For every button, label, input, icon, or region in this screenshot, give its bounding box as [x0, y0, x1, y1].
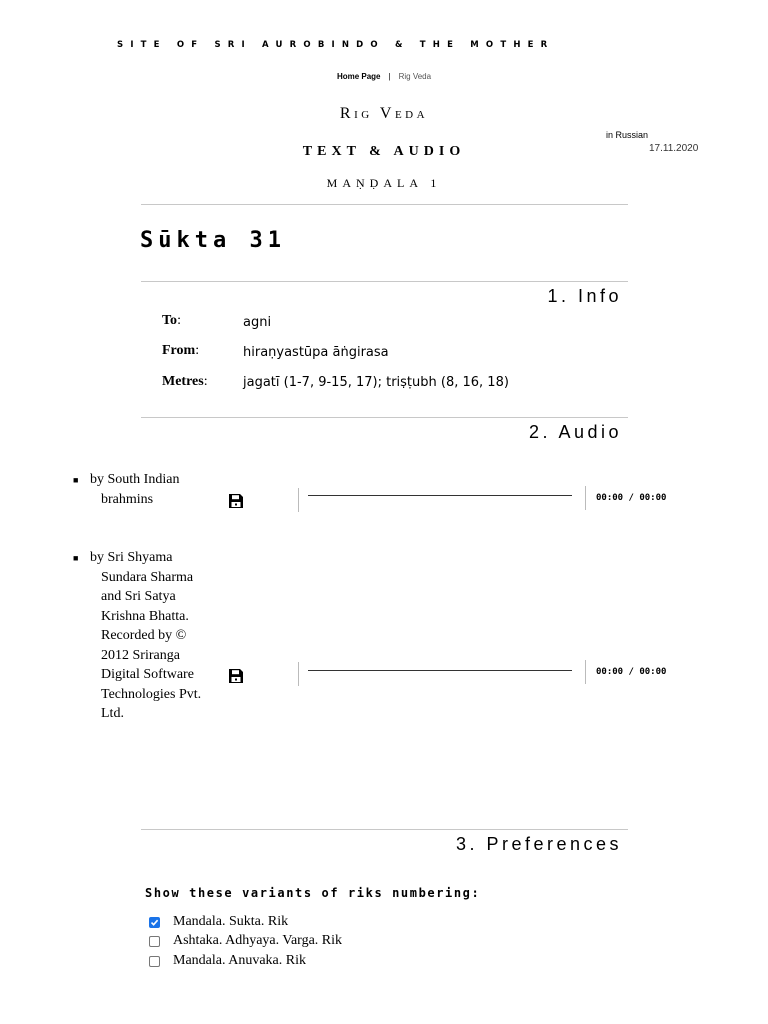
list-bullet: ■ — [73, 475, 79, 485]
numbering-option-label: Mandala. Anuvaka. Rik — [173, 953, 306, 968]
audio-player-divider — [585, 660, 586, 684]
checkbox[interactable] — [149, 956, 160, 967]
breadcrumb — [0, 72, 768, 81]
divider — [141, 417, 628, 418]
audio-player-divider — [298, 662, 299, 686]
page-subtitle: TEXT & AUDIO — [302, 144, 466, 159]
checkbox[interactable] — [149, 917, 160, 928]
numbering-option-label: Ashtaka. Adhyaya. Varga. Rik — [173, 933, 343, 948]
audio-player-divider — [585, 486, 586, 510]
info-section-heading: 1. Info — [547, 286, 622, 306]
checkbox[interactable] — [149, 936, 160, 947]
info-value-from: hiraṇyastūpa āṅgirasa — [243, 345, 389, 360]
info-value-metres: jagatī (1-7, 9-15, 17); triṣṭubh (8, 16, 18) — [243, 375, 509, 390]
info-label-metres: Metres: — [162, 374, 208, 389]
info-label-from: From: — [162, 343, 200, 358]
numbering-option[interactable] — [149, 933, 342, 949]
floppy-disk-icon[interactable] — [228, 668, 244, 684]
audio-progress-track[interactable] — [308, 670, 572, 671]
preferences-section-heading: 3. Preferences — [455, 834, 622, 854]
page-title: Rig Veda — [339, 105, 429, 122]
mandala-heading: MAṆḌALA 1 — [326, 176, 442, 190]
sukta-title: Sūkta 31 — [140, 228, 286, 253]
info-label-to: To: — [162, 313, 181, 328]
info-value-to: agni — [243, 315, 272, 330]
list-bullet: ■ — [73, 553, 79, 563]
breadcrumb-current: Rig Veda — [398, 72, 432, 81]
audio-time: 00:00 / 00:00 — [596, 667, 667, 677]
divider — [141, 281, 628, 282]
audio-item-label: by South Indian brahmins — [90, 472, 180, 507]
numbering-option-label: Mandala. Sukta. Rik — [173, 914, 289, 929]
preferences-title: Show these variants of riks numbering: — [145, 886, 481, 900]
audio-section-heading: 2. Audio — [528, 422, 622, 442]
breadcrumb-home-link[interactable]: Home Page — [336, 72, 381, 81]
audio-player-divider — [298, 488, 299, 512]
audio-item-label: by Sri Shyama Sundara Sharma and Sri Satya Krishna Bhatta. Recorded by © 2012 Sriranga Digital Software Technologies Pvt. Ltd. — [90, 550, 202, 721]
breadcrumb-separator: | — [388, 72, 391, 81]
site-title[interactable]: SITE OF SRI AUROBINDO & THE MOTHER — [117, 40, 555, 50]
floppy-disk-icon[interactable] — [228, 493, 244, 509]
update-date: 17.11.2020 — [649, 143, 699, 154]
russian-language-link[interactable]: in Russian — [606, 130, 649, 140]
numbering-option[interactable] — [149, 953, 306, 969]
numbering-option[interactable] — [149, 914, 288, 930]
audio-progress-track[interactable] — [308, 495, 572, 496]
divider — [141, 829, 628, 830]
audio-time: 00:00 / 00:00 — [596, 493, 667, 503]
divider — [141, 204, 628, 205]
